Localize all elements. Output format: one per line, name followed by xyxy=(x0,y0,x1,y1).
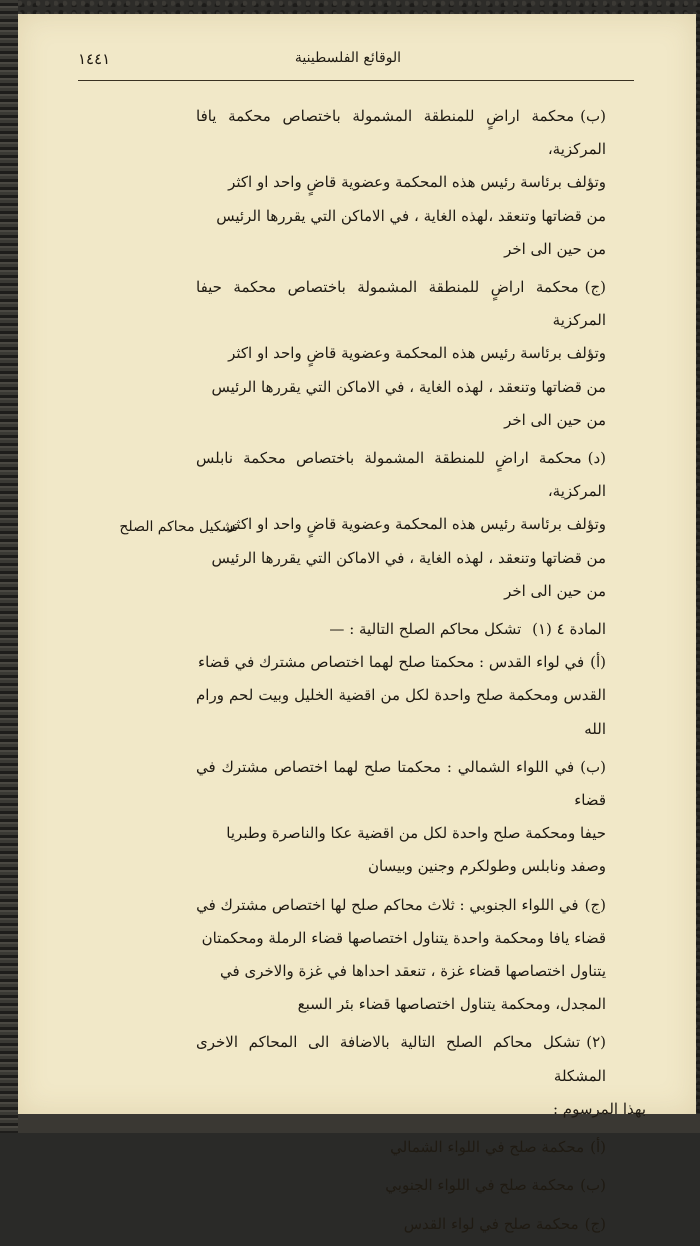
side-note: تشكيل محاكم الصلح xyxy=(119,519,238,535)
body-text xyxy=(196,100,646,1246)
clause-line xyxy=(196,100,606,166)
additional-court-b xyxy=(196,1169,606,1202)
clause-line xyxy=(196,1208,606,1241)
article-text: تشكل محاكم الصلح التالية : — xyxy=(329,620,522,639)
document-page xyxy=(18,14,696,1233)
additional-court-c xyxy=(196,1208,606,1241)
clause-line: من حين الى اخر xyxy=(504,410,606,429)
clause-label: (ب) xyxy=(580,1176,606,1195)
clause-j xyxy=(196,271,606,437)
running-title: الوقائع الفلسطينية xyxy=(294,50,402,66)
clause-text: في اللواء الشمالي : محكمتا صلح لهما اختصاص مشترك في قضاء xyxy=(196,757,606,810)
clause-line: وتؤلف برئاسة رئيس هذه المحكمة وعضوية قاضٍ واحد او اكثر xyxy=(228,515,606,534)
additional-court-a xyxy=(196,1131,606,1164)
clause-label: (د) xyxy=(587,449,606,468)
clause-label: (ب) xyxy=(580,757,606,776)
clause-line: من حين الى اخر xyxy=(504,239,606,258)
clause-line: قضاء يافا ومحكمة واحدة يتناول اختصاصها قضاء الرملة ومحكمتان xyxy=(201,928,606,947)
clause-line xyxy=(196,1131,606,1164)
district-jerusalem xyxy=(196,646,606,746)
clause-label: (ب) xyxy=(580,107,606,125)
paragraph-2 xyxy=(196,1026,646,1126)
district-southern xyxy=(196,889,606,1022)
clause-label: (ج) xyxy=(584,1214,606,1233)
book-spine xyxy=(0,0,18,1133)
clause-line: القدس ومحكمة صلح واحدة لكل من اقضية الخليل وبيت لحم ورام الله xyxy=(196,686,606,738)
article-heading: المادة ٤ xyxy=(556,620,606,639)
clause-label: (ج) xyxy=(584,895,606,914)
clause-line: وتؤلف برئاسة رئيس هذه المحكمة وعضوية قاضٍ واحد او اكثر xyxy=(228,173,606,192)
clause-label: (أ) xyxy=(590,653,606,672)
clause-b xyxy=(196,100,606,266)
article-number: (١) xyxy=(532,620,552,639)
clause-line xyxy=(196,646,606,679)
clause-text: تشكل محاكم الصلح التالية بالاضافة الى المحاكم الاخرى المشكلة xyxy=(196,1033,606,1085)
clause-line: من حين الى اخر xyxy=(504,581,606,600)
clause-text: محكمة اراضٍ للمنطقة المشمولة باختصاص محكمة حيفا المركزية xyxy=(196,278,606,330)
clause-line xyxy=(196,1026,606,1092)
clause-line: من قضاتها وتنعقد ،لهذه الغاية ، في الاماكن التي يقررها الرئيس xyxy=(216,206,606,225)
clause-line: من قضاتها وتنعقد ، لهذه الغاية ، في الاماكن التي يقررها الرئيس xyxy=(211,377,606,396)
clause-text: محكمة صلح في لواء القدس xyxy=(403,1214,579,1233)
clause-label: (ج) xyxy=(584,278,606,297)
district-northern xyxy=(196,751,606,884)
clause-label: (أ) xyxy=(590,1138,606,1157)
page-number: ١٤٤١ xyxy=(78,50,111,68)
clause-line: يتناول اختصاصها قضاء غزة ، تنعقد احداها في غزة والاخرى في xyxy=(220,962,606,981)
clause-text: محكمة صلح في اللواء الشمالي xyxy=(390,1138,585,1157)
clause-line: بهذا المرسوم : xyxy=(552,1099,646,1118)
clause-line xyxy=(196,271,606,337)
clause-line: من قضاتها وتنعقد ، لهذه الغاية ، في الاماكن التي يقررها الرئيس xyxy=(211,548,606,567)
clause-text: محكمة اراضٍ للمنطقة المشمولة باختصاص محكمة نابلس المركزية، xyxy=(196,449,606,501)
clause-line xyxy=(196,751,606,817)
clause-line xyxy=(196,889,606,922)
clause-label: (٢) xyxy=(586,1033,606,1052)
clause-line xyxy=(196,442,606,508)
clause-text: محكمة صلح في اللواء الجنوبي xyxy=(385,1176,575,1195)
clause-line: حيفا ومحكمة صلح واحدة لكل من اقضية عكا والناصرة وطبريا xyxy=(226,824,606,843)
clause-text: محكمة اراضٍ للمنطقة المشمولة باختصاص محكمة يافا المركزية، xyxy=(196,107,606,159)
clause-line xyxy=(196,1169,606,1202)
clause-text: في لواء القدس : محكمتا صلح لهما اختصاص مشترك في قضاء xyxy=(198,653,585,672)
clause-d xyxy=(196,442,606,608)
header-rule xyxy=(78,80,634,81)
clause-line: وتؤلف برئاسة رئيس هذه المحكمة وعضوية قاضٍ واحد او اكثر xyxy=(228,344,606,363)
clause-text: في اللواء الجنوبي : ثلاث محاكم صلح لها اختصاص مشترك في xyxy=(196,895,579,914)
article-4 xyxy=(196,613,606,646)
clause-line: وصفد ونابلس وطولكرم وجنين وبيسان xyxy=(367,857,606,876)
clause-line: المجدل، ومحكمة يتناول اختصاصها قضاء بئر السبع xyxy=(297,995,606,1014)
